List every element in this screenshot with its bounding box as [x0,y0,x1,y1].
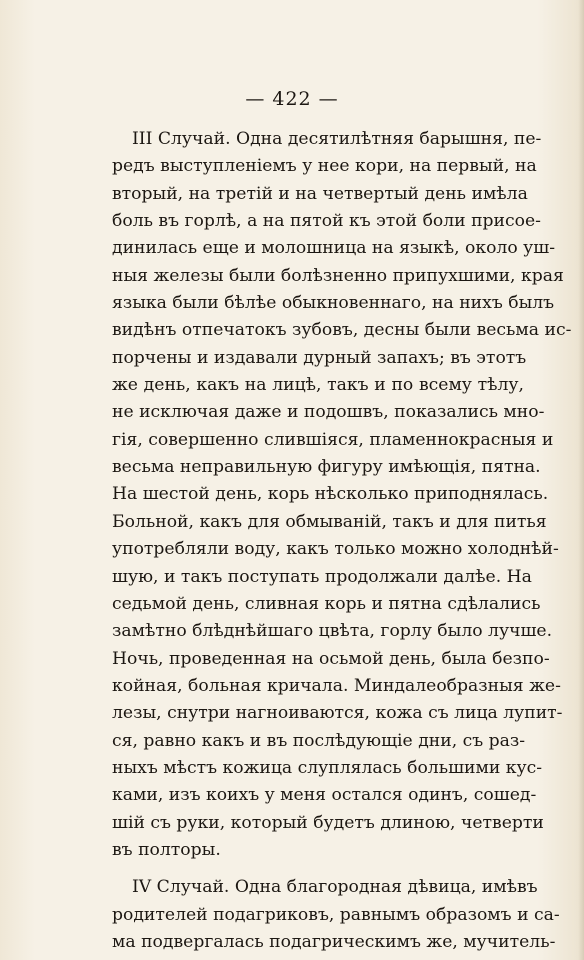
text-line: весьма неправильную фигуру имѣющія, пятна. [112,457,541,478]
page-number: — 422 — [245,88,339,110]
text-line: вторый, на третій и на четвертый день имѣла [112,183,528,204]
text-line: койная, больная кричала. Миндалеобразныя же- [112,675,561,696]
text-line: шую, и такъ поступать продолжали далѣе. На [112,566,532,587]
text-line: шій съ руки, который будетъ длиною, четверти [112,812,544,833]
text-line: Больной, какъ для обмываній, такъ и для питья [112,511,547,532]
paragraph-gap [112,864,524,874]
text-line: На шестой день, корь нѣсколько приподнялась. [112,484,549,505]
text-line: языка были бѣлѣе обыкновеннаго, на нихъ былъ [112,293,555,314]
text-line: ныя железы были болѣзненно припухшими, края [112,265,564,286]
text-line: III Случай. Одна десятилѣтняя барышня, пе- [132,129,542,149]
text-line: родителей подагриковъ, равнымъ образомъ и са- [112,904,560,925]
text-line: боль въ горлѣ, а на пятой къ этой боли присое- [112,211,541,232]
text-line: видѣнъ отпечатокъ зубовъ, десны были весьма ис- [112,320,572,341]
text-line: замѣтно блѣднѣйшаго цвѣта, горлу было лучше. [112,621,553,642]
text-line: Ночь, проведенная на осьмой день, была безпо- [112,648,550,669]
text-line: употребляли воду, какъ только можно холоднѣй- [112,539,559,560]
paragraph-case-4 [112,874,560,956]
text-line: седьмой день, сливная корь и пятна сдѣлались [112,593,541,614]
text-line: динилась еще и молошница на языкѣ, около уш- [112,238,556,259]
body-text [112,126,572,956]
text-line: ныхъ мѣстъ кожица слуплялась большими кус- [112,757,543,778]
text-line: гія, совершенно слившіяся, пламеннокрасныя и [112,429,554,450]
text-line: не исключая даже и подошвъ, показались мно- [112,402,545,423]
text-line: лезы, снутри нагноиваются, кожа съ лица лупит- [112,703,563,724]
paragraph-case-3 [112,126,572,864]
text-line: въ полторы. [112,839,221,860]
text-line: ками, изъ коихъ у меня остался одинъ, сошед- [112,785,537,806]
text-line: IV Случай. Одна благородная дѣвица, имѣвъ [132,877,538,898]
text-line: ся, равно какъ и въ послѣдующіе дни, съ раз- [112,730,526,751]
text-line: же день, какъ на лицѣ, такъ и по всему тѣлу, [112,375,524,396]
page-edge-shadow [578,0,584,960]
text-line: порчены и издавали дурный запахъ; въ этотъ [112,347,527,368]
text-line: редъ выступленіемъ у нее кори, на первый, на [112,156,537,177]
text-line: ма подвергалась подагрическимъ же, мучитель- [112,931,556,952]
